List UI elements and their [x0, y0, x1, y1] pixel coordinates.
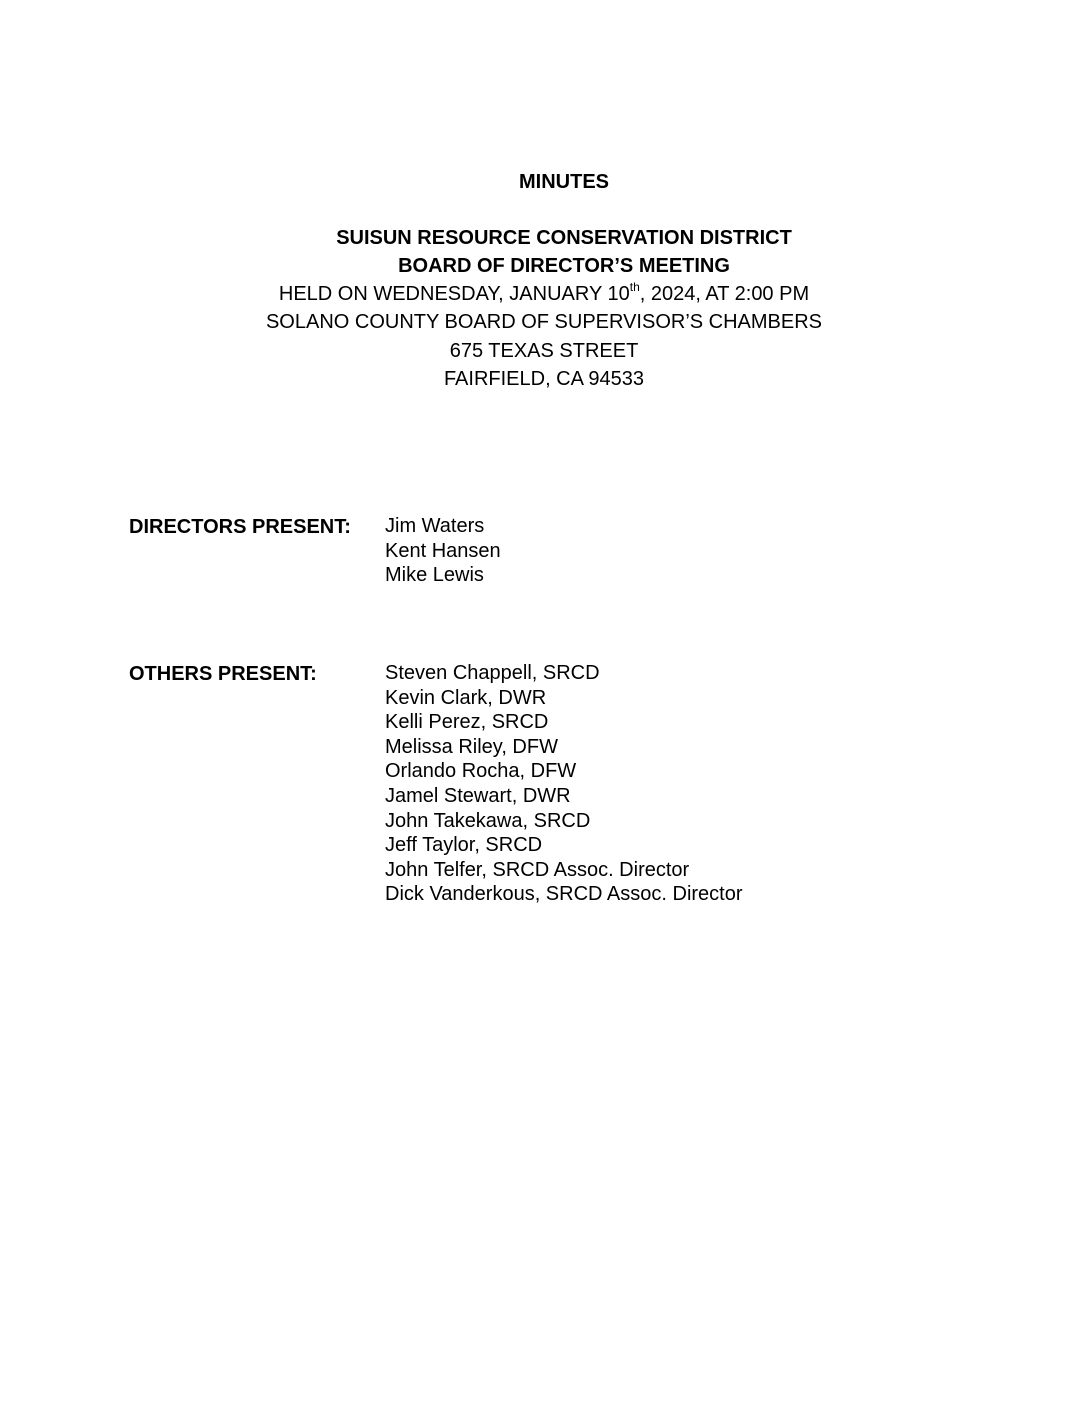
directors-present-label: DIRECTORS PRESENT: [129, 516, 351, 538]
document-title: MINUTES [519, 171, 609, 193]
meeting-city: FAIRFIELD, CA 94533 [443, 368, 645, 390]
organization-name: SUISUN RESOURCE CONSERVATION DISTRICT [336, 227, 792, 249]
meeting-name: BOARD OF DIRECTOR’S MEETING [398, 255, 730, 277]
meeting-date-ordinal: th [629, 280, 640, 295]
attendee-name: Kevin Clark, DWR [385, 686, 547, 709]
attendee-name: Melissa Riley, DFW [385, 735, 558, 758]
attendee-name: Kelli Perez, SRCD [385, 711, 549, 734]
attendee-name: Dick Vanderkous, SRCD Assoc. Director [385, 883, 743, 906]
directors-present-list [385, 514, 501, 588]
attendee-name: John Takekawa, SRCD [385, 809, 591, 832]
meeting-date-prefix: HELD ON WEDNESDAY, JANUARY 10 [278, 283, 630, 305]
others-present-list [385, 661, 743, 907]
director-name: Kent Hansen [385, 539, 501, 562]
attendee-name: John Telfer, SRCD Assoc. Director [385, 858, 690, 881]
meeting-date-line [0, 280, 1088, 308]
others-present-label: OTHERS PRESENT: [129, 663, 317, 685]
meeting-location: SOLANO COUNTY BOARD OF SUPERVISOR’S CHAMBERS [265, 311, 823, 333]
attendee-name: Steven Chappell, SRCD [385, 662, 600, 684]
director-name: Jim Waters [385, 515, 485, 537]
attendee-name: Orlando Rocha, DFW [385, 760, 577, 783]
attendee-name: Jeff Taylor, SRCD [385, 834, 543, 857]
meeting-street: 675 TEXAS STREET [449, 340, 639, 362]
director-name: Mike Lewis [385, 564, 484, 587]
attendee-name: Jamel Stewart, DWR [385, 784, 571, 807]
meeting-date-rest: , 2024, AT 2:00 PM [639, 283, 810, 305]
